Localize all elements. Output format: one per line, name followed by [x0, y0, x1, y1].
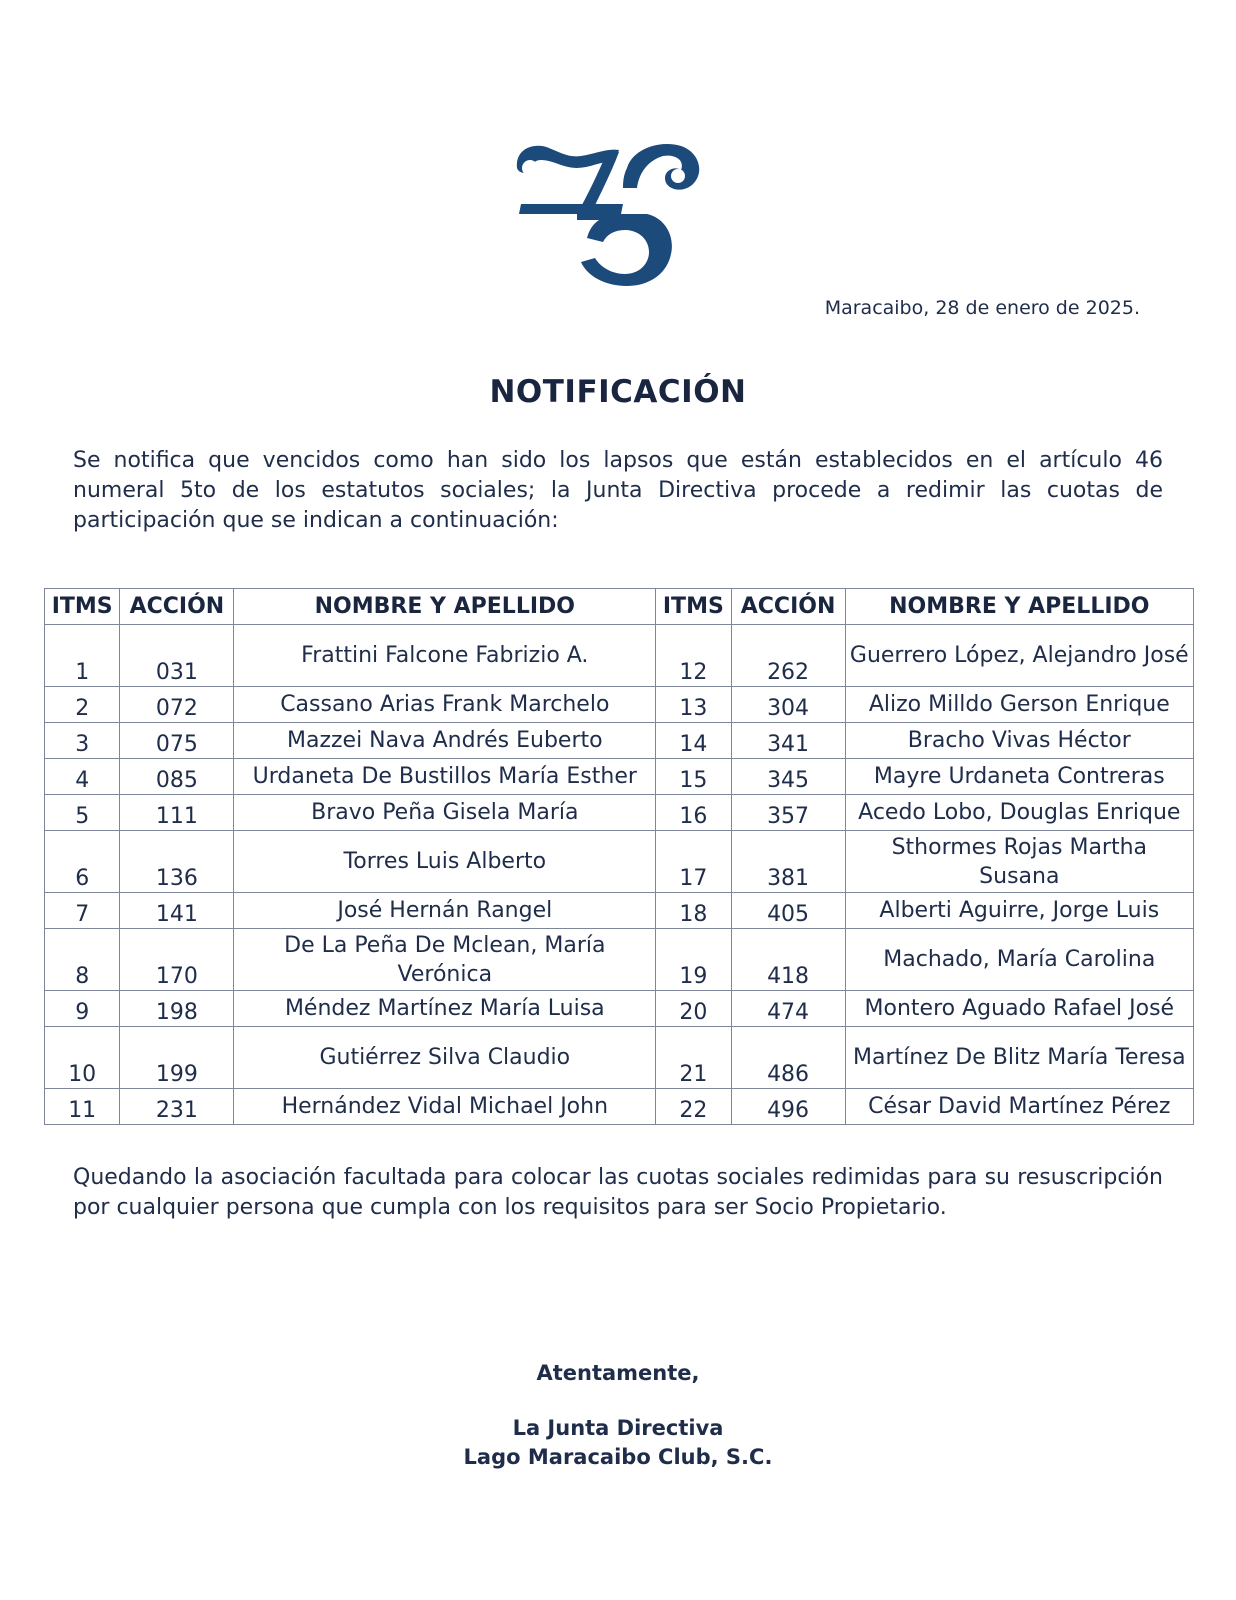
- name-cell: Bracho Vivas Héctor: [845, 723, 1193, 759]
- item-cell: 1: [45, 625, 120, 687]
- accion-cell: 381: [731, 831, 845, 893]
- table-header-row: [45, 589, 1194, 625]
- name-cell: Martínez De Blitz María Teresa: [845, 1027, 1193, 1089]
- name-cell: Bravo Peña Gisela María: [234, 795, 656, 831]
- item-cell: 12: [656, 625, 731, 687]
- club-logo-icon: [515, 138, 715, 288]
- accion-cell: 496: [731, 1089, 845, 1125]
- table-body: [45, 625, 1194, 1125]
- item-cell: 16: [656, 795, 731, 831]
- accion-cell: 418: [731, 929, 845, 991]
- item-cell: 2: [45, 687, 120, 723]
- name-cell: De La Peña De Mclean, María Verónica: [234, 929, 656, 991]
- page-title: NOTIFICACIÓN: [489, 374, 747, 410]
- accion-cell: 136: [120, 831, 234, 893]
- accion-cell: 072: [120, 687, 234, 723]
- name-cell: Hernández Vidal Michael John: [234, 1089, 656, 1125]
- item-cell: 21: [656, 1027, 731, 1089]
- item-cell: 15: [656, 759, 731, 795]
- item-cell: 19: [656, 929, 731, 991]
- table-row: [45, 1027, 1194, 1089]
- name-cell: Frattini Falcone Fabrizio A.: [234, 625, 656, 687]
- salutation: Atentamente,: [536, 1361, 700, 1385]
- table-row: [45, 991, 1194, 1027]
- name-cell: Montero Aguado Rafael José: [845, 991, 1193, 1027]
- name-cell: Torres Luis Alberto: [234, 831, 656, 893]
- table-row: [45, 687, 1194, 723]
- name-cell: Méndez Martínez María Luisa: [234, 991, 656, 1027]
- item-cell: 17: [656, 831, 731, 893]
- table-row: [45, 893, 1194, 929]
- name-cell: Alizo Milldo Gerson Enrique: [845, 687, 1193, 723]
- name-cell: Gutiérrez Silva Claudio: [234, 1027, 656, 1089]
- name-cell: Guerrero López, Alejandro José: [845, 625, 1193, 687]
- item-cell: 5: [45, 795, 120, 831]
- accion-cell: 141: [120, 893, 234, 929]
- name-cell: Acedo Lobo, Douglas Enrique: [845, 795, 1193, 831]
- name-cell: Mayre Urdaneta Contreras: [845, 759, 1193, 795]
- accion-cell: 304: [731, 687, 845, 723]
- header-itms: ITMS: [656, 589, 731, 625]
- item-cell: 20: [656, 991, 731, 1027]
- name-cell: César David Martínez Pérez: [845, 1089, 1193, 1125]
- item-cell: 4: [45, 759, 120, 795]
- accion-cell: 262: [731, 625, 845, 687]
- name-cell: Urdaneta De Bustillos María Esther: [234, 759, 656, 795]
- item-cell: 7: [45, 893, 120, 929]
- accion-cell: 231: [120, 1089, 234, 1125]
- date-line: Maracaibo, 28 de enero de 2025.: [824, 297, 1140, 319]
- table-row: [45, 723, 1194, 759]
- item-cell: 3: [45, 723, 120, 759]
- accion-cell: 199: [120, 1027, 234, 1089]
- accion-cell: 170: [120, 929, 234, 991]
- item-cell: 11: [45, 1089, 120, 1125]
- name-cell: Alberti Aguirre, Jorge Luis: [845, 893, 1193, 929]
- item-cell: 10: [45, 1027, 120, 1089]
- accion-cell: 405: [731, 893, 845, 929]
- accion-cell: 474: [731, 991, 845, 1027]
- table-row: [45, 759, 1194, 795]
- header-accion: ACCIÓN: [731, 589, 845, 625]
- item-cell: 14: [656, 723, 731, 759]
- name-cell: Mazzei Nava Andrés Euberto: [234, 723, 656, 759]
- signer: La Junta Directiva: [512, 1416, 724, 1440]
- item-cell: 6: [45, 831, 120, 893]
- closing-paragraph: Quedando la asociación facultada para colocar las cuotas sociales redimidas para su resuscripción por cualquier persona que cumpla con los requisitos para ser Socio Propietario.: [73, 1165, 1163, 1220]
- header-nombre: NOMBRE Y APELLIDO: [845, 589, 1193, 625]
- table-row: [45, 831, 1194, 893]
- name-cell: José Hernán Rangel: [234, 893, 656, 929]
- accion-cell: 111: [120, 795, 234, 831]
- accion-cell: 031: [120, 625, 234, 687]
- name-cell: Machado, María Carolina: [845, 929, 1193, 991]
- item-cell: 9: [45, 991, 120, 1027]
- organization-name: Lago Maracaibo Club, S.C.: [463, 1445, 773, 1469]
- accion-cell: 345: [731, 759, 845, 795]
- header-nombre: NOMBRE Y APELLIDO: [234, 589, 656, 625]
- accion-cell: 085: [120, 759, 234, 795]
- table-row: [45, 929, 1194, 991]
- header-accion: ACCIÓN: [120, 589, 234, 625]
- accion-cell: 075: [120, 723, 234, 759]
- name-cell: Sthormes Rojas Martha Susana: [845, 831, 1193, 893]
- item-cell: 13: [656, 687, 731, 723]
- redemption-table: [44, 588, 1194, 1125]
- table-row: [45, 625, 1194, 687]
- table-row: [45, 1089, 1194, 1125]
- name-cell: Cassano Arias Frank Marchelo: [234, 687, 656, 723]
- table-row: [45, 795, 1194, 831]
- accion-cell: 341: [731, 723, 845, 759]
- item-cell: 8: [45, 929, 120, 991]
- signature-block: [0, 1414, 1236, 1472]
- header-itms: ITMS: [45, 589, 120, 625]
- accion-cell: 486: [731, 1027, 845, 1089]
- accion-cell: 357: [731, 795, 845, 831]
- item-cell: 22: [656, 1089, 731, 1125]
- intro-paragraph: Se notifica que vencidos como han sido los lapsos que están establecidos en el artículo 46 numeral 5to de los estatutos sociales; la Junta Directiva procede a redimir las cuotas de participación que se indican a continuación:: [73, 448, 1163, 533]
- item-cell: 18: [656, 893, 731, 929]
- accion-cell: 198: [120, 991, 234, 1027]
